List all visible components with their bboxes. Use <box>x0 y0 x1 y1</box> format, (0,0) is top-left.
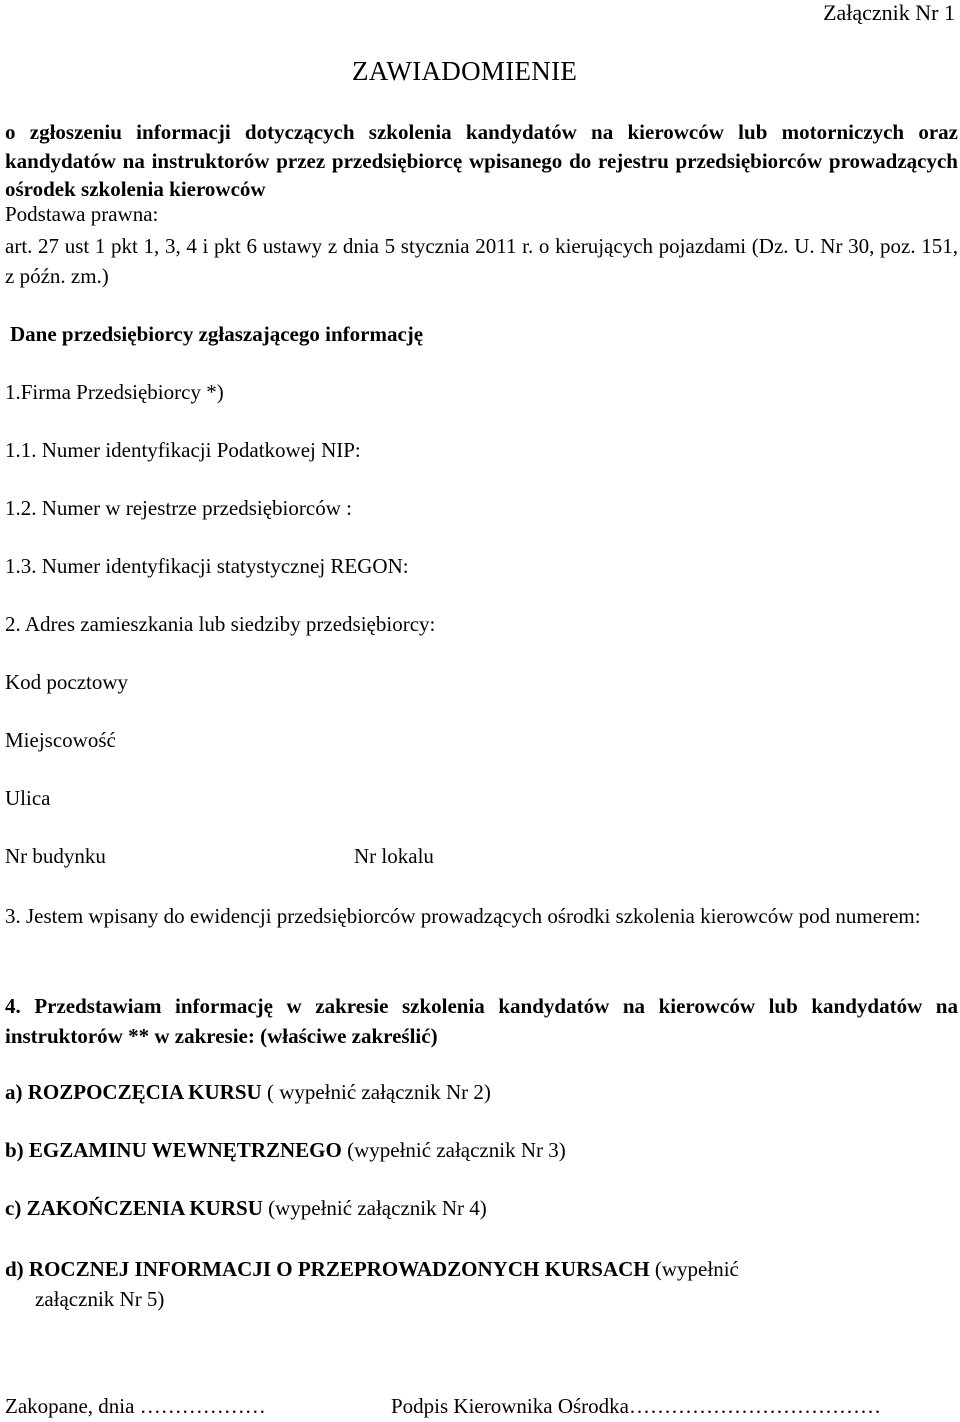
field-unit-number: Nr lokalu <box>354 844 434 868</box>
field-regon: 1.3. Numer identyfikacji statystycznej REGON: <box>5 554 409 578</box>
option-b-note: (wypełnić załącznik Nr 3) <box>341 1138 566 1162</box>
field-company: 1.Firma Przedsiębiorcy *) <box>5 380 224 404</box>
legal-basis-text: art. 27 ust 1 pkt 1, 3, 4 i pkt 6 ustawy z dnia 5 stycznia 2011 r. o kierujących pojazdami (Dz. U. Nr 30, poz. 151, z późn. zm.) <box>5 234 958 288</box>
field-building-number: Nr budynku <box>5 844 106 868</box>
field-city: Miejscowość <box>5 728 116 752</box>
field-street: Ulica <box>5 786 51 810</box>
place-date: Zakopane, dnia ……………… <box>5 1394 266 1418</box>
option-d-title: d) ROCZNEJ INFORMACJI O PRZEPROWADZONYCH KURSACH <box>5 1257 650 1281</box>
registry-entry: 3. Jestem wpisany do ewidencji przedsiębiorców prowadzących ośrodki szkolenia kierowców pod numerem: <box>5 904 921 928</box>
field-nip: 1.1. Numer identyfikacji Podatkowej NIP: <box>5 438 361 462</box>
document-subtitle: o zgłoszeniu informacji dotyczących szkolenia kandydatów na kierowców lub motorniczych oraz kandydatów na instruktorów przez przedsiębiorcę wpisanego do rejestru przedsiębiorców prowadzących ośrodek szkolenia kierowców <box>5 120 958 201</box>
legal-basis-label: Podstawa prawna: <box>5 202 159 226</box>
address-heading: 2. Adres zamieszkania lub siedziby przedsiębiorcy: <box>5 612 436 636</box>
option-c-title: c) ZAKOŃCZENIA KURSU <box>5 1196 263 1220</box>
section-heading: Dane przedsiębiorcy zgłaszającego informację <box>10 322 424 346</box>
section4-heading: 4. Przedstawiam informację w zakresie szkolenia kandydatów na kierowców lub kandydatów na instruktorów ** w zakresie: (właściwe zakreślić) <box>5 994 958 1048</box>
option-b <box>5 1138 566 1163</box>
option-a <box>5 1080 491 1105</box>
document-title: ZAWIADOMIENIE <box>352 56 578 86</box>
attachment-label: Załącznik Nr 1 <box>823 0 955 25</box>
option-c <box>5 1196 487 1221</box>
field-postal-code: Kod pocztowy <box>5 670 129 694</box>
option-a-note: ( wypełnić załącznik Nr 2) <box>261 1080 491 1104</box>
option-d <box>5 1254 739 1314</box>
option-b-title: b) EGZAMINU WEWNĘTRZNEGO <box>5 1138 342 1162</box>
option-a-title: a) ROZPOCZĘCIA KURSU <box>5 1080 262 1104</box>
signature-line: Podpis Kierownika Ośrodka……………………………… <box>391 1394 881 1418</box>
field-register-number: 1.2. Numer w rejestrze przedsiębiorców : <box>5 496 352 520</box>
option-d-continuation: załącznik Nr 5) <box>35 1287 165 1311</box>
option-d-note: (wypełnić <box>649 1257 739 1281</box>
option-c-note: (wypełnić załącznik Nr 4) <box>262 1196 487 1220</box>
